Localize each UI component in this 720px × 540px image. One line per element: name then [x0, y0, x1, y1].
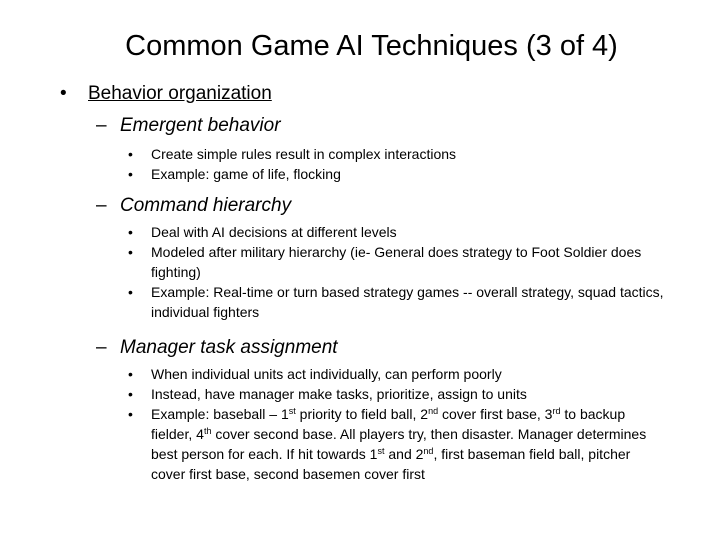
section-heading-label: Command hierarchy	[120, 195, 292, 216]
dash-icon: –	[96, 195, 107, 216]
section-heading-label: Emergent behavior	[120, 115, 281, 136]
bullet-icon: •	[128, 146, 133, 162]
topic-bullet-item	[60, 82, 272, 106]
dash-icon: –	[96, 115, 107, 136]
section-items-emergent	[128, 144, 668, 184]
bullet-icon: •	[128, 406, 133, 422]
bullet-icon: •	[128, 224, 133, 240]
section-heading-command	[96, 194, 291, 218]
bullet-icon: •	[128, 166, 133, 182]
bullet-icon: •	[60, 83, 67, 104]
bullet-icon: •	[128, 366, 133, 382]
list-item: • Example: baseball – 1st priority to field ball, 2nd cover first base, 3rd to backup fielder, 4th cover second base. All players try, then disaster. Manager determines best person for each. If hit towards 1st and 2nd, first baseman field ball, pitcher cover first base, second basemen cover first	[128, 406, 647, 482]
topic-label: Behavior organization	[88, 83, 272, 104]
section-items-command	[128, 222, 668, 322]
list-item: • Modeled after military hierarchy (ie- General does strategy to Foot Soldier does fighting)	[128, 244, 642, 280]
dash-icon: –	[96, 337, 107, 358]
slide-title: Common Game AI Techniques (3 of 4)	[125, 30, 618, 62]
bullet-icon: •	[128, 284, 133, 300]
bullet-icon: •	[128, 244, 133, 260]
list-item: • Deal with AI decisions at different levels	[128, 224, 397, 240]
section-heading-manager	[96, 336, 338, 360]
section-heading-emergent	[96, 114, 281, 138]
list-item: • Instead, have manager make tasks, prioritize, assign to units	[128, 386, 527, 402]
bullet-icon: •	[128, 386, 133, 402]
section-heading-label: Manager task assignment	[120, 337, 338, 358]
section-items-manager	[128, 364, 668, 484]
list-item: • Example: Real-time or turn based strategy games -- overall strategy, squad tactics, individual fighters	[128, 284, 664, 320]
list-item: • Create simple rules result in complex interactions	[128, 146, 457, 162]
list-item: • Example: game of life, flocking	[128, 166, 341, 182]
list-item: • When individual units act individually, can perform poorly	[128, 366, 502, 382]
